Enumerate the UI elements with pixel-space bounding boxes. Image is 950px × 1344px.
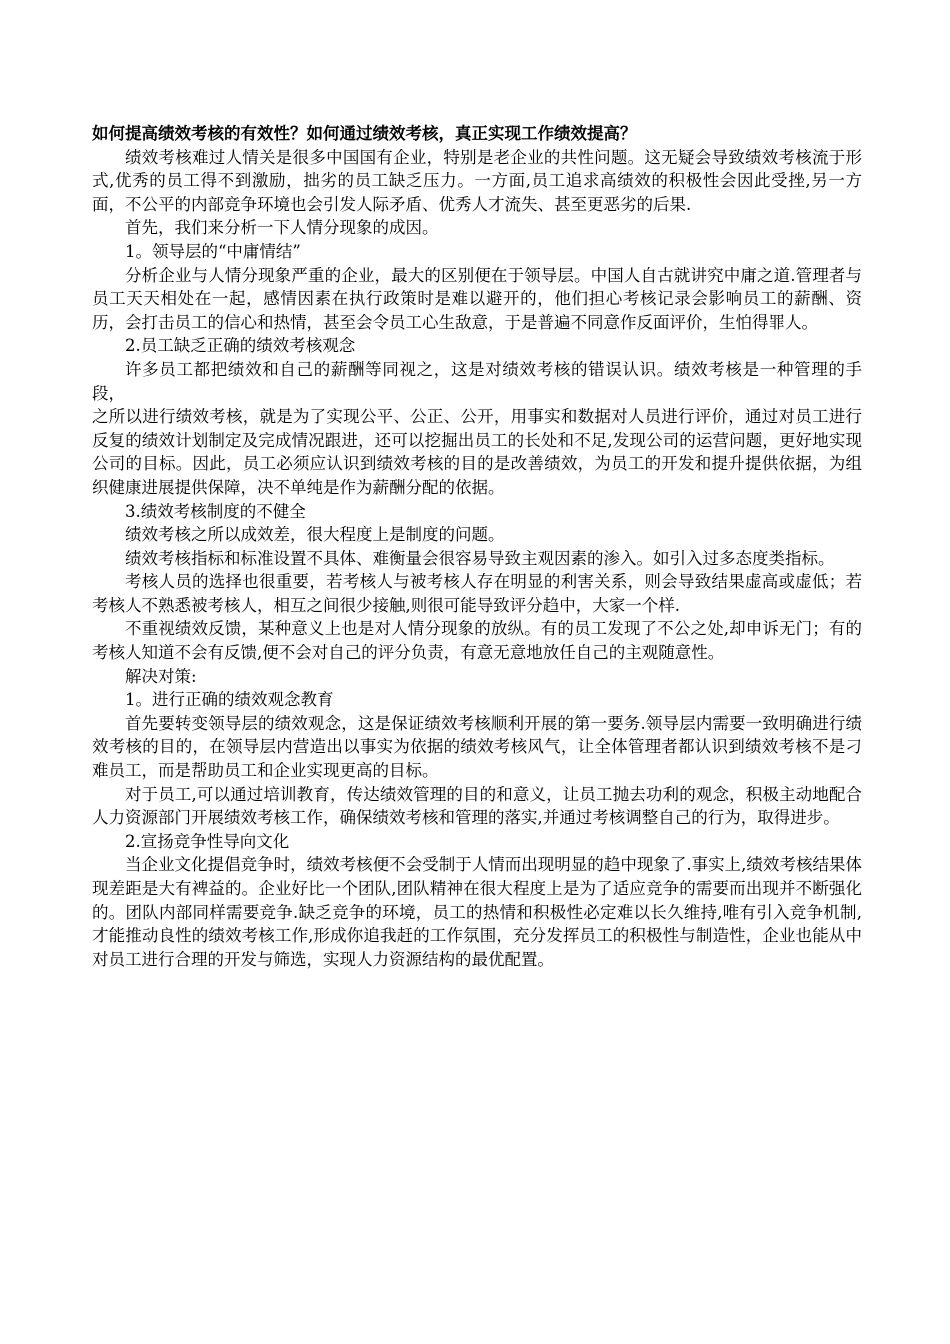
paragraph: 绩效考核指标和标准设置不具体、难衡量会很容易导致主观因素的渗入。如引入过多态度类指标。 bbox=[125, 548, 835, 568]
paragraph: 首先，我们来分析一下人情分现象的成因。 bbox=[125, 218, 439, 238]
section-heading: 3.绩效考核制度的不健全 bbox=[125, 501, 306, 521]
paragraph: 绩效考核难过人情关是很多中国国有企业，特别是老企业的共性问题。这无疑会导致绩效考核流于形式,优秀的员工得不到激励，拙劣的员工缺乏压力。一方面,员工追求高绩效的积极性会因此受挫,另一方面，不公平的内部竞争环境也会引发人际矛盾、优秀人才流失、甚至更恶劣的后果. bbox=[92, 147, 862, 214]
paragraph: 对于员工,可以通过培训教育，传达绩效管理的目的和意义，让员工抛去功利的观念，积极主动地配合人力资源部门开展绩效考核工作，确保绩效考核和管理的落实,并通过考核调整自己的行为，取得进步。 bbox=[92, 784, 862, 828]
document-page bbox=[92, 122, 862, 971]
paragraph: 绩效考核之所以成效差，很大程度上是制度的问题。 bbox=[125, 525, 505, 545]
paragraph: 当企业文化提倡竞争时，绩效考核便不会受制于人情而出现明显的趋中现象了.事实上,绩效考核结果体现差距是大有裨益的。企业好比一个团队,团队精神在很大程度上是为了适应竞争的需要而出现并不断强化的。团队内部同样需要竞争.缺乏竞争的环境，员工的热情和积极性必定难以长久维持,唯有引入竞争机制,才能推动良性的绩效考核工作,形成你追我赶的工作氛围，充分发挥员工的积极性与制造性，企业也能从中对员工进行合理的开发与筛选，实现人力资源结构的最优配置。 bbox=[92, 855, 862, 969]
document-body bbox=[92, 146, 862, 972]
paragraph: 考核人员的选择也很重要，若考核人与被考核人存在明显的利害关系，则会导致结果虚高或虚低；若考核人不熟悉被考核人，相互之间很少接触,则很可能导致评分趋中，大家一个样. bbox=[92, 572, 862, 615]
section-heading: 1。领导层的“中庸情结” bbox=[125, 241, 301, 261]
document-title: 如何提高绩效考核的有效性？如何通过绩效考核，真正实现工作绩效提高？ bbox=[92, 124, 637, 143]
paragraph: 分析企业与人情分现象严重的企业，最大的区别便在于领导层。中国人自古就讲究中庸之道.管理者与员工天天相处在一起，感情因素在执行政策时是难以避开的，他们担心考核记录会影响员工的薪酬、资历，会打击员工的信心和热情，甚至会令员工心生敌意，于是普遍不同意作反面评价，生怕得罪人。 bbox=[92, 265, 862, 332]
paragraph: 不重视绩效反馈，某种意义上也是对人情分现象的放纵。有的员工发现了不公之处,却申诉无门；有的考核人知道不会有反馈,便不会对自己的评分负责，有意无意地放任自己的主观随意性。 bbox=[92, 619, 862, 663]
section-heading: 解决对策: bbox=[125, 666, 197, 686]
paragraph: 许多员工都把绩效和自己的薪酬等同视之，这是对绩效考核的错误认识。绩效考核是一种管理的手段， bbox=[92, 359, 862, 403]
section-heading: 1。进行正确的绩效观念教育 bbox=[125, 690, 334, 710]
paragraph: 首先要转变领导层的绩效观念，这是保证绩效考核顺利开展的第一要务.领导层内需要一致明确进行绩效考核的目的，在领导层内营造出以事实为依据的绩效考核风气，让全体管理者都认识到绩效考核不是刁难员工，而是帮助员工和企业实现更高的目标。 bbox=[92, 713, 862, 781]
section-heading: 2.宣扬竞争性导向文化 bbox=[125, 831, 290, 851]
section-heading: 2.员工缺乏正确的绩效考核观念 bbox=[125, 336, 356, 356]
paragraph: 之所以进行绩效考核，就是为了实现公平、公正、公开，用事实和数据对人员进行评价，通过对员工进行反复的绩效计划制定及完成情况跟进，还可以挖掘出员工的长处和不足,发现公司的运营问题，更好地实现公司的目标。因此，员工必须应认识到绩效考核的目的是改善绩效，为员工的开发和提升提供依据，为组织健康进展提供保障，决不单纯是作为薪酬分配的依据。 bbox=[92, 407, 862, 497]
